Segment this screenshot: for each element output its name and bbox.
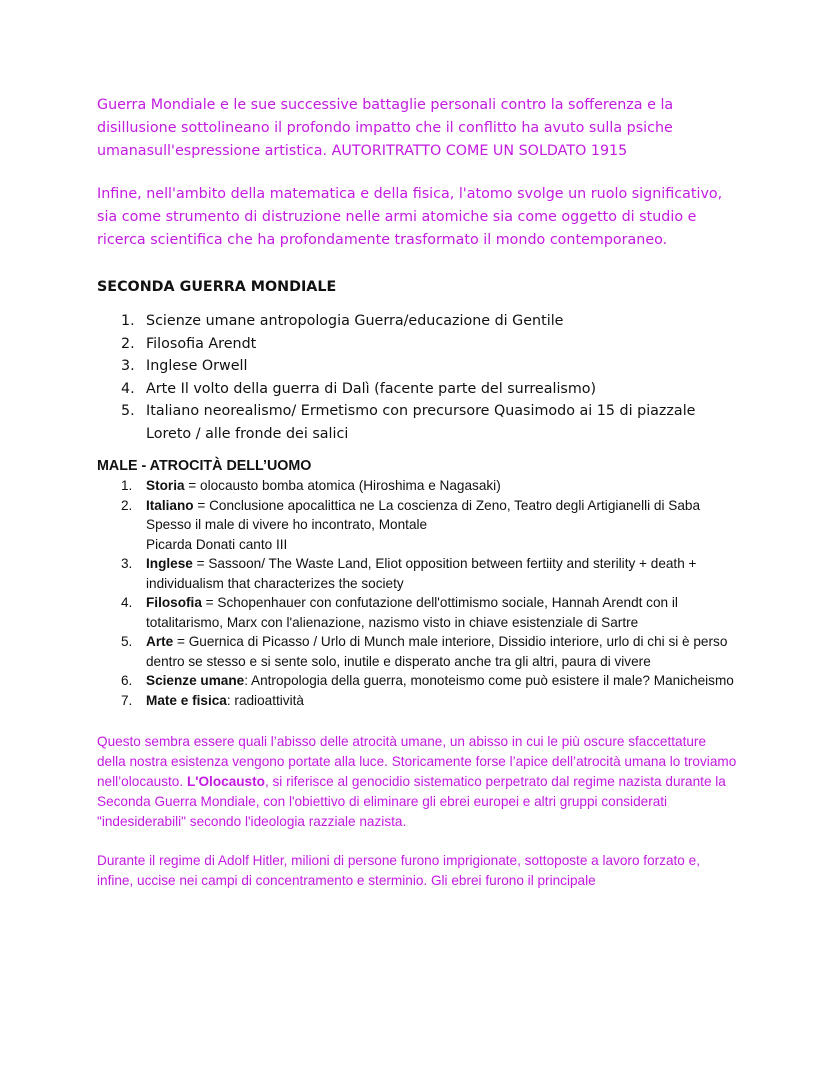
list-item: 7. Mate e fisica: radioattività [121, 692, 304, 708]
list-item: 4. Arte Il volto della guerra di Dalì (facente parte del surrealismo) [121, 380, 597, 397]
outro-paragraph-1: Questo sembra essere quali l’abisso delle atrocità umane, un abisso in cui le più oscure sfaccettature della nostra esistenza vengono portate alla luce. Storicamente forse l’apice dell’atrocità umana lo troviamo nell’olocausto. L'Olocausto, si riferisce al genocidio sistematico perpetrato dal regime nazista durante la Seconda Guerra Mondiale, con l'obiettivo di eliminare gli ebrei europei e altri gruppi considerati "indesiderabili" secondo l'ideologia razziale nazista. [97, 734, 737, 829]
seconda-guerra-list [97, 310, 737, 445]
list-item: 1. Scienze umane antropologia Guerra/educazione di Gentile [121, 313, 564, 329]
list-item: 3. Inglese Orwell [121, 358, 248, 374]
list-item: 5. Italiano neorealismo/ Ermetismo con precursore Quasimodo ai 15 di piazzale Loreto / alle fronde dei salici [121, 403, 696, 442]
list-item: 3. Inglese = Sassoon/ The Waste Land, Eliot opposition between fertiity and sterility + death + individualism that characterizes the society [121, 556, 697, 591]
male-atrocita-list [97, 476, 737, 710]
intro-paragraph-1: Guerra Mondiale e le sue successive battaglie personali contro la sofferenza e la disillusione sottolineano il profondo impatto che il conflitto ha avuto sulla psiche umanasull'espressione artistica. AUTORITRATTO COME UN SOLDATO 1915 [97, 97, 674, 159]
list-item: 1. Storia = olocausto bomba atomica (Hiroshima e Nagasaki) [121, 478, 501, 493]
list-item: 4. Filosofia = Schopenhauer con confutazione dell'ottimismo sociale, Hannah Arendt con il totalitarismo, Marx con l'alienazione, nazismo visto in chiave esistenziale di Sartre [121, 595, 678, 630]
list-item: 6. Scienze umane: Antropologia della guerra, monoteismo come può esistere il male? Manicheismo [121, 673, 734, 688]
section-heading-seconda-guerra: SECONDA GUERRA MONDIALE [97, 279, 337, 295]
list-item: 5. Arte = Guernica di Picasso / Urlo di Munch male interiore, Dissidio interiore, urlo di chi si è perso dentro se stesso e si sente solo, inutile e disperato anche tra gli altri, paura di vivere [121, 634, 728, 669]
outro-paragraph-2: Durante il regime di Adolf Hitler, milioni di persone furono imprigionate, sottoposte a lavoro forzato e, infine, uccise nei campi di concentramento e sterminio. Gli ebrei furono il principale [97, 853, 700, 888]
section-heading-male: MALE - ATROCITÀ DELL’UOMO [97, 458, 312, 474]
list-item: 2. Filosofia Arendt [121, 335, 257, 352]
intro-paragraph-2: Infine, nell'ambito della matematica e della fisica, l'atomo svolge un ruolo significativo, sia come strumento di distruzione nelle armi atomiche sia come oggetto di studio e ricerca scientifica che ha profondamente trasformato il mondo contemporaneo. [97, 186, 723, 248]
list-item: 2. Italiano = Conclusione apocalittica ne La coscienza di Zeno, Teatro degli Artigianelli di Saba Spesso il male di vivere ho incontrato, Montale Picarda Donati canto III [121, 497, 701, 552]
document-page [97, 94, 737, 891]
